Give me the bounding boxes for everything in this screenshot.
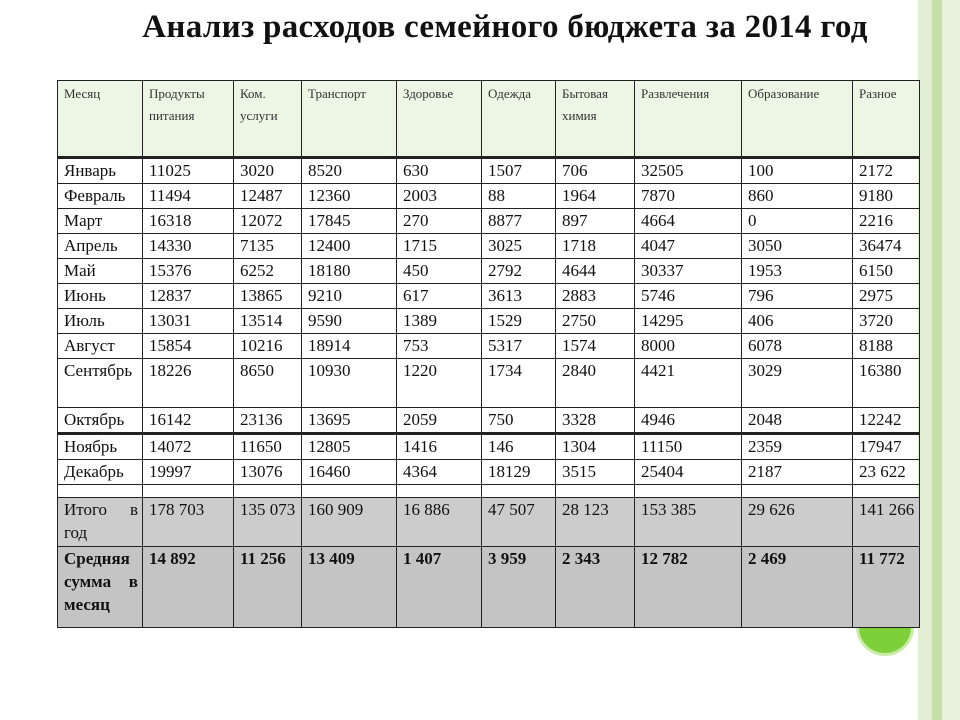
value-cell: 13695	[302, 408, 397, 434]
value-cell: 1964	[556, 184, 635, 209]
value-cell: 15376	[143, 259, 234, 284]
value-cell: 100	[742, 158, 853, 184]
average-value: 12 782	[635, 547, 742, 628]
value-cell: 13031	[143, 309, 234, 334]
value-cell: 12400	[302, 234, 397, 259]
average-value: 2 469	[742, 547, 853, 628]
value-cell: 15854	[143, 334, 234, 359]
value-cell: 0	[742, 209, 853, 234]
value-cell: 8000	[635, 334, 742, 359]
value-cell: 897	[556, 209, 635, 234]
decor-stripe-mid	[932, 0, 942, 720]
value-cell: 3050	[742, 234, 853, 259]
total-value: 141 266	[853, 498, 920, 547]
column-header: Здоровье	[397, 81, 482, 158]
table-row	[58, 460, 920, 485]
value-cell: 4364	[397, 460, 482, 485]
value-cell: 1529	[482, 309, 556, 334]
table-row	[58, 408, 920, 434]
value-cell: 3515	[556, 460, 635, 485]
value-cell: 1718	[556, 234, 635, 259]
value-cell: 270	[397, 209, 482, 234]
spacer-cell	[234, 485, 302, 498]
value-cell: 19997	[143, 460, 234, 485]
table-row	[58, 184, 920, 209]
value-cell: 2750	[556, 309, 635, 334]
value-cell: 12487	[234, 184, 302, 209]
value-cell: 2048	[742, 408, 853, 434]
value-cell: 4047	[635, 234, 742, 259]
value-cell: 16318	[143, 209, 234, 234]
value-cell: 753	[397, 334, 482, 359]
value-cell: 3720	[853, 309, 920, 334]
value-cell: 6078	[742, 334, 853, 359]
value-cell: 12837	[143, 284, 234, 309]
value-cell: 4946	[635, 408, 742, 434]
table-row	[58, 158, 920, 184]
month-cell: Апрель	[58, 234, 143, 259]
average-value: 13 409	[302, 547, 397, 628]
value-cell: 18914	[302, 334, 397, 359]
total-row	[58, 498, 920, 547]
value-cell: 8650	[234, 359, 302, 408]
total-label: Итого в год	[58, 498, 143, 547]
value-cell: 8520	[302, 158, 397, 184]
value-cell: 2172	[853, 158, 920, 184]
average-value: 1 407	[397, 547, 482, 628]
total-value: 153 385	[635, 498, 742, 547]
column-header: Разное	[853, 81, 920, 158]
column-header: Одежда	[482, 81, 556, 158]
value-cell: 7870	[635, 184, 742, 209]
value-cell: 2216	[853, 209, 920, 234]
table-row	[58, 434, 920, 460]
month-cell: Январь	[58, 158, 143, 184]
value-cell: 3029	[742, 359, 853, 408]
average-row	[58, 547, 920, 628]
value-cell: 13076	[234, 460, 302, 485]
value-cell: 617	[397, 284, 482, 309]
value-cell: 6252	[234, 259, 302, 284]
value-cell: 17947	[853, 434, 920, 460]
value-cell: 750	[482, 408, 556, 434]
value-cell: 14330	[143, 234, 234, 259]
month-cell: Октябрь	[58, 408, 143, 434]
value-cell: 1734	[482, 359, 556, 408]
value-cell: 8877	[482, 209, 556, 234]
table-row	[58, 359, 920, 408]
value-cell: 10930	[302, 359, 397, 408]
spacer-cell	[397, 485, 482, 498]
value-cell: 18226	[143, 359, 234, 408]
table-row	[58, 234, 920, 259]
value-cell: 1389	[397, 309, 482, 334]
average-value: 11 256	[234, 547, 302, 628]
value-cell: 5746	[635, 284, 742, 309]
value-cell: 25404	[635, 460, 742, 485]
average-value: 2 343	[556, 547, 635, 628]
value-cell: 860	[742, 184, 853, 209]
spacer-cell	[853, 485, 920, 498]
value-cell: 3613	[482, 284, 556, 309]
value-cell: 1416	[397, 434, 482, 460]
value-cell: 9180	[853, 184, 920, 209]
average-value: 3 959	[482, 547, 556, 628]
total-value: 47 507	[482, 498, 556, 547]
month-cell: Май	[58, 259, 143, 284]
value-cell: 11494	[143, 184, 234, 209]
decor-stripe-light	[918, 0, 932, 720]
month-cell: Март	[58, 209, 143, 234]
value-cell: 9210	[302, 284, 397, 309]
column-header: Месяц	[58, 81, 143, 158]
page-title: Анализ расходов семейного бюджета за 2014 год	[142, 9, 868, 45]
value-cell: 12805	[302, 434, 397, 460]
total-value: 28 123	[556, 498, 635, 547]
column-header: Бытовая химия	[556, 81, 635, 158]
value-cell: 3025	[482, 234, 556, 259]
value-cell: 2840	[556, 359, 635, 408]
month-cell: Июль	[58, 309, 143, 334]
value-cell: 4421	[635, 359, 742, 408]
value-cell: 2003	[397, 184, 482, 209]
value-cell: 14295	[635, 309, 742, 334]
value-cell: 1953	[742, 259, 853, 284]
value-cell: 4664	[635, 209, 742, 234]
value-cell: 23 622	[853, 460, 920, 485]
value-cell: 1715	[397, 234, 482, 259]
total-value: 135 073	[234, 498, 302, 547]
spacer-cell	[635, 485, 742, 498]
spacer-cell	[58, 485, 143, 498]
value-cell: 2187	[742, 460, 853, 485]
value-cell: 450	[397, 259, 482, 284]
value-cell: 2359	[742, 434, 853, 460]
table-row	[58, 334, 920, 359]
total-value: 178 703	[143, 498, 234, 547]
value-cell: 16460	[302, 460, 397, 485]
total-value: 29 626	[742, 498, 853, 547]
value-cell: 6150	[853, 259, 920, 284]
value-cell: 4644	[556, 259, 635, 284]
budget-table	[57, 80, 920, 628]
month-cell: Февраль	[58, 184, 143, 209]
value-cell: 23136	[234, 408, 302, 434]
value-cell: 1304	[556, 434, 635, 460]
value-cell: 630	[397, 158, 482, 184]
value-cell: 1574	[556, 334, 635, 359]
value-cell: 16380	[853, 359, 920, 408]
value-cell: 13514	[234, 309, 302, 334]
column-header: Ком. услуги	[234, 81, 302, 158]
value-cell: 9590	[302, 309, 397, 334]
decor-stripe-outer	[942, 0, 960, 720]
value-cell: 2059	[397, 408, 482, 434]
total-value: 16 886	[397, 498, 482, 547]
value-cell: 88	[482, 184, 556, 209]
value-cell: 13865	[234, 284, 302, 309]
average-value: 11 772	[853, 547, 920, 628]
month-cell: Июнь	[58, 284, 143, 309]
table-row	[58, 209, 920, 234]
spacer-cell	[302, 485, 397, 498]
month-cell: Сентябрь	[58, 359, 143, 408]
column-header: Транспорт	[302, 81, 397, 158]
average-label: Средняя сумма в месяц	[58, 547, 143, 628]
value-cell: 18180	[302, 259, 397, 284]
value-cell: 3328	[556, 408, 635, 434]
value-cell: 18129	[482, 460, 556, 485]
value-cell: 146	[482, 434, 556, 460]
table-row	[58, 284, 920, 309]
spacer-cell	[742, 485, 853, 498]
column-header: Продукты питания	[143, 81, 234, 158]
value-cell: 2883	[556, 284, 635, 309]
month-cell: Декабрь	[58, 460, 143, 485]
value-cell: 36474	[853, 234, 920, 259]
value-cell: 16142	[143, 408, 234, 434]
value-cell: 706	[556, 158, 635, 184]
value-cell: 406	[742, 309, 853, 334]
average-value: 14 892	[143, 547, 234, 628]
value-cell: 12360	[302, 184, 397, 209]
spacer-cell	[143, 485, 234, 498]
value-cell: 5317	[482, 334, 556, 359]
value-cell: 1220	[397, 359, 482, 408]
value-cell: 11650	[234, 434, 302, 460]
value-cell: 7135	[234, 234, 302, 259]
spacer-row	[58, 485, 920, 498]
column-header: Образование	[742, 81, 853, 158]
value-cell: 11150	[635, 434, 742, 460]
table-row	[58, 309, 920, 334]
spacer-cell	[556, 485, 635, 498]
value-cell: 17845	[302, 209, 397, 234]
value-cell: 12072	[234, 209, 302, 234]
column-header: Развлечения	[635, 81, 742, 158]
value-cell: 2792	[482, 259, 556, 284]
value-cell: 14072	[143, 434, 234, 460]
month-cell: Август	[58, 334, 143, 359]
value-cell: 32505	[635, 158, 742, 184]
table-row	[58, 259, 920, 284]
value-cell: 8188	[853, 334, 920, 359]
value-cell: 30337	[635, 259, 742, 284]
spacer-cell	[482, 485, 556, 498]
value-cell: 12242	[853, 408, 920, 434]
total-value: 160 909	[302, 498, 397, 547]
value-cell: 2975	[853, 284, 920, 309]
value-cell: 3020	[234, 158, 302, 184]
value-cell: 1507	[482, 158, 556, 184]
value-cell: 796	[742, 284, 853, 309]
value-cell: 11025	[143, 158, 234, 184]
value-cell: 10216	[234, 334, 302, 359]
table-header-row	[58, 81, 920, 158]
month-cell: Ноябрь	[58, 434, 143, 460]
